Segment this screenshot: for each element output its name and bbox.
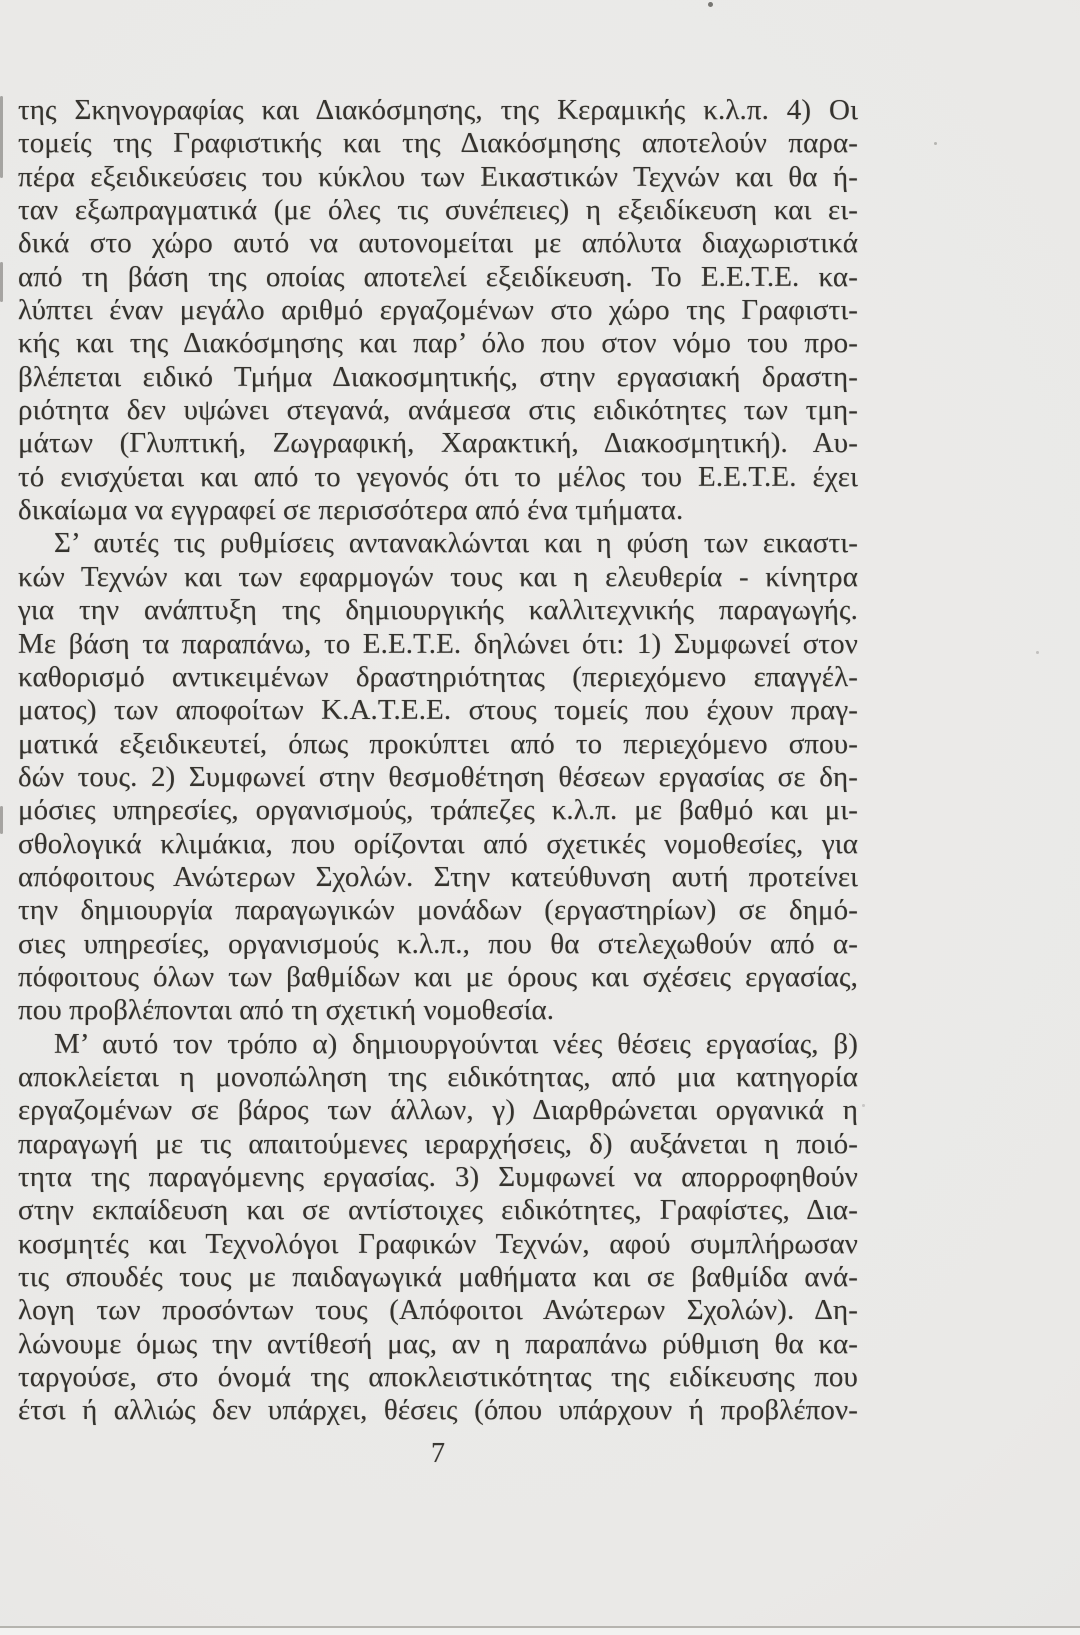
text-line: τητα της παραγόμενης εργασίας. 3) Συμφωνεί να απορροφηθούν: [18, 1161, 858, 1193]
text-line: δικαίωμα να εγγραφεί σε περισσότερα από ένα τμήματα.: [18, 494, 684, 527]
scan-edge-mark: [0, 96, 3, 178]
text-line: εργαζομένων σε βάρος των άλλων, γ) Διαρθρώνεται οργανικά η: [18, 1094, 858, 1127]
text-line: κών Τεχνών και των εφαρμογών τους και η ελευθερία - κίνητρα: [18, 560, 858, 593]
text-line: τό ενισχύεται και από το γεγονός ότι το μέλος του Ε.Ε.Τ.Ε. έχει: [18, 460, 858, 493]
text-line: ματικά εξειδικευτεί, όπως προκύπτει από το περιεχόμενο σπου-: [18, 727, 858, 760]
text-line: της Σκηνογραφίας και Διακόσμησης, της Κεραμικής κ.λ.π. 4) Οι: [18, 94, 858, 126]
text-line: Σ’ αυτές τις ρυθμίσεις αντανακλώνται και η φύση των εικαστι-: [54, 527, 858, 560]
text-line: δών τους. 2) Συμφωνεί στην θεσμοθέτηση θέσεων εργασίας σε δη-: [18, 760, 858, 793]
text-line: σιες υπηρεσίες, οργανισμούς κ.λ.π., που θα στελεχωθούν από α-: [18, 927, 858, 960]
text-line: πόφοιτους όλων των βαθμίδων και με όρους και σχέσεις εργασίας,: [18, 960, 858, 993]
text-line: τομείς της Γραφιστικής και της Διακόσμησης αποτελούν παρα-: [18, 127, 858, 160]
scan-bottom-strip: [0, 1628, 1080, 1635]
scan-speck: [934, 142, 937, 145]
text-line: σθολογικά κλιμάκια, που ορίζονται από σχετικές νομοθεσίες, για: [18, 827, 858, 860]
scan-speck: [708, 2, 713, 7]
text-line: λώνουμε όμως την αντίθεσή μας, αν η παραπάνω ρύθμιση θα κα-: [18, 1327, 858, 1360]
text-line: έτσι ή αλλιώς δεν υπάρχει, θέσεις (όπου υπάρχουν ή προβλέπον-: [18, 1394, 858, 1427]
text-line: μόσιες υπηρεσίες, οργανισμούς, τράπεζες κ.λ.π. με βαθμό και μι-: [18, 794, 858, 827]
text-line: πέρα εξειδικεύσεις του κύκλου των Εικαστικών Τεχνών και θα ή-: [18, 160, 858, 193]
text-line: λογη των προσόντων τους (Απόφοιτοι Ανώτερων Σχολών). Δη-: [18, 1294, 858, 1327]
text-line: κοσμητές και Τεχνολόγοι Γραφικών Τεχνών, αφού συμπλήρωσαν: [18, 1227, 858, 1260]
text-line: παραγωγή με τις απαιτούμενες ιεραρχήσεις, δ) αυξάνεται η ποιό-: [18, 1127, 858, 1160]
text-line: ταν εξωπραγματικά (με όλες τις συνέπειες) η εξειδίκευση και ει-: [18, 194, 858, 227]
text-line: δικά στο χώρο αυτό να αυτονομείται με απόλυτα διαχωριστικά: [18, 227, 858, 260]
scan-speck: [1036, 651, 1039, 654]
text-line: αποκλείεται η μονοπώληση της ειδικότητας, από μια κατηγορία: [18, 1060, 858, 1093]
text-line: για την ανάπτυξη της δημιουργικής καλλιτεχνικής παραγωγής.: [18, 594, 858, 627]
body-text: [18, 94, 858, 1428]
text-line: κής και της Διακόσμησης και παρ’ όλο που στον νόμο του προ-: [18, 327, 858, 360]
text-line: ταργούσε, στο όνομά της αποκλειστικότητας της ειδίκευσης που: [18, 1361, 858, 1394]
text-line: ματος) των αποφοίτων Κ.Α.Τ.Ε.Ε. στους τομείς που έχουν πραγ-: [18, 694, 858, 727]
page-number: 7: [431, 1438, 445, 1469]
scan-edge-mark: [0, 806, 3, 834]
text-line: βλέπεται ειδικό Τμήμα Διακοσμητικής, στην εργασιακή δραστη-: [18, 360, 858, 393]
text-line: τις σπουδές τους με παιδαγωγικά μαθήματα και σε βαθμίδα ανά-: [18, 1261, 858, 1294]
text-line: από τη βάση της οποίας αποτελεί εξειδίκευση. Το Ε.Ε.Τ.Ε. κα-: [18, 260, 858, 293]
text-line: Με βάση τα παραπάνω, το Ε.Ε.Τ.Ε. δηλώνει ότι: 1) Συμφωνεί στον: [18, 627, 858, 660]
scan-edge-mark: [0, 262, 3, 302]
text-line: ριότητα δεν υψώνει στεγανά, ανάμεσα στις ειδικότητες των τμη-: [18, 394, 858, 427]
scan-speck: [862, 1104, 865, 1107]
text-line: μάτων (Γλυπτική, Ζωγραφική, Χαρακτική, Διακοσμητική). Αυ-: [18, 427, 858, 460]
text-line: απόφοιτους Ανώτερων Σχολών. Στην κατεύθυνση αυτή προτείνει: [18, 860, 858, 893]
text-line: που προβλέπονται από τη σχετική νομοθεσία.: [18, 994, 555, 1027]
text-line: στην εκπαίδευση και σε αντίστοιχες ειδικότητες, Γραφίστες, Δια-: [18, 1194, 858, 1227]
text-line: Μ’ αυτό τον τρόπο α) δημιουργούνται νέες θέσεις εργασίας, β): [54, 1027, 858, 1060]
text-line: λύπτει έναν μεγάλο αριθμό εργαζομένων στο χώρο της Γραφιστι-: [18, 294, 858, 327]
text-line: καθορισμό αντικειμένων δραστηριότητας (περιεχόμενο επαγγέλ-: [18, 660, 858, 693]
text-line: την δημιουργία παραγωγικών μονάδων (εργαστηρίων) σε δημό-: [18, 894, 858, 927]
